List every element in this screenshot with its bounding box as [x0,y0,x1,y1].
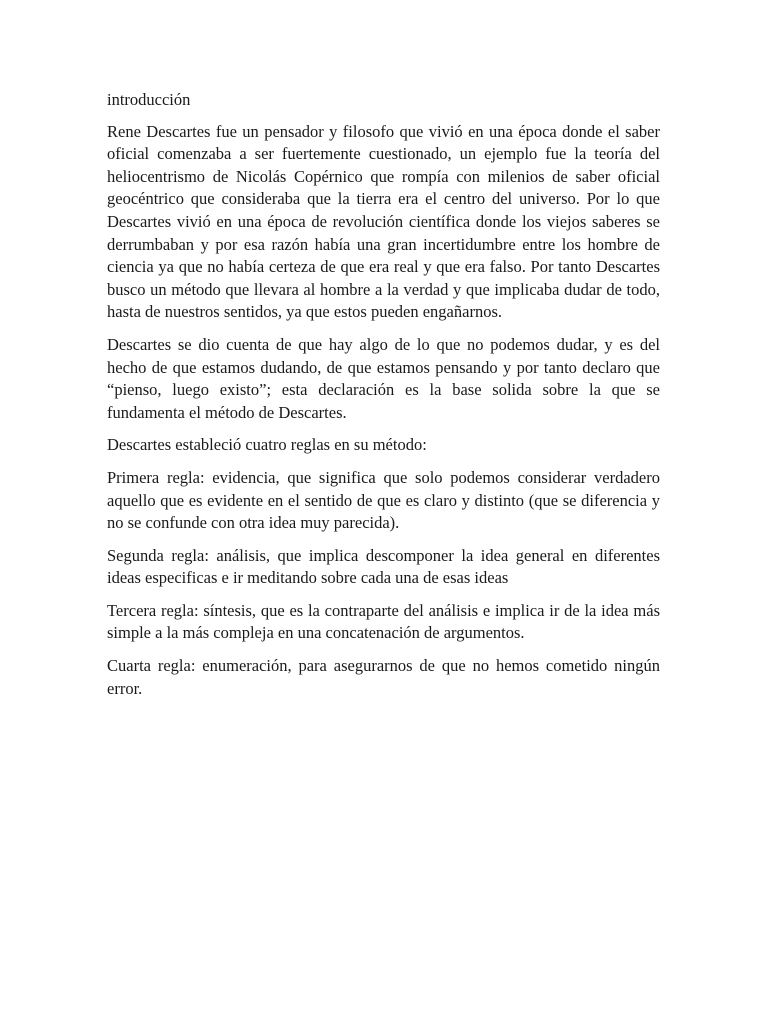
paragraph-rule-2: Segunda regla: análisis, que implica descomponer la idea general en diferentes ideas especificas e ir meditando sobre cada una de esas ideas [107,545,660,588]
paragraph-rule-3: Tercera regla: síntesis, que es la contraparte del análisis e implica ir de la idea más simple a la más compleja en una concatenación de argumentos. [107,600,660,643]
paragraph-introduction: Rene Descartes fue un pensador y filosofo que vivió en una época donde el saber oficial comenzaba a ser fuertemente cuestionado, un ejemplo fue la teoría del heliocentrismo de Nicolás Copérnico que rompía con milenios de saber oficial geocéntrico que consideraba que la tierra era el centro del universo. Por lo que Descartes vivió en una época de revolución científica donde los viejos saberes se derrumbaban y por esa razón había una gran incertidumbre entre los hombre de ciencia ya que no había certeza de que era real y que era falso. Por tanto Descartes busco un método que llevara al hombre a la verdad y que implicaba dudar de todo, hasta de nuestros sentidos, ya que estos pueden engañarnos. [107,121,660,322]
document-body [107,89,660,710]
paragraph-rule-4: Cuarta regla: enumeración, para asegurarnos de que no hemos cometido ningún error. [107,656,660,698]
document-title: introducción [107,90,191,109]
paragraph-rules-intro: Descartes estableció cuatro reglas en su método: [107,435,427,455]
paragraph-pienso-luego-existo: Descartes se dio cuenta de que hay algo de lo que no podemos dudar, y es del hecho de que estamos dudando, de que estamos pensando y por tanto declaro que “pienso, luego existo”; esta declaración es la base solida sobre la que se fundamenta el método de Descartes. [107,334,660,422]
paragraph-rule-1: Primera regla: evidencia, que significa que solo podemos considerar verdadero aquello que es evidente en el sentido de que es claro y distinto (que se diferencia y no se confunde con otra idea muy parecida). [107,467,660,533]
